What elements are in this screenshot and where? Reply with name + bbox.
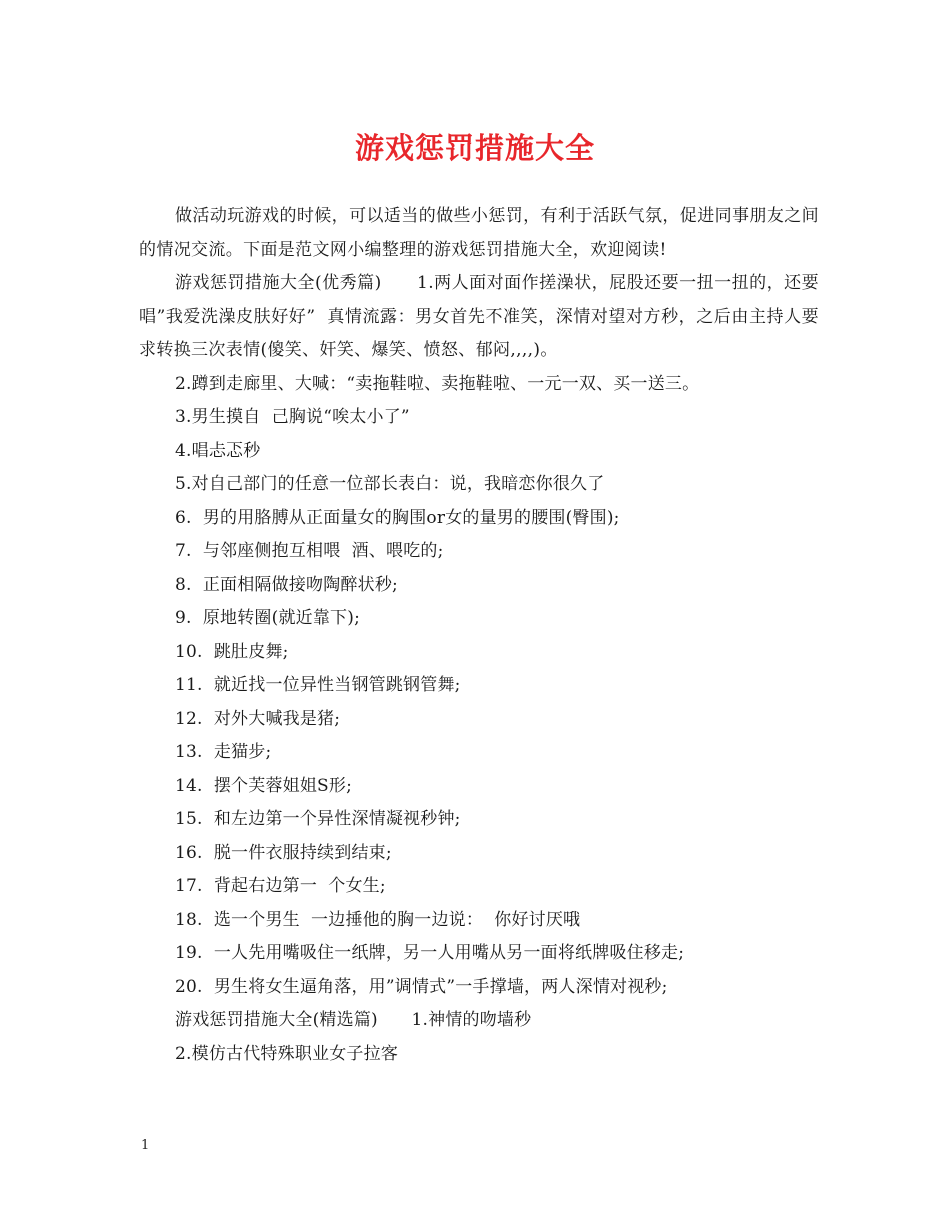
list-item: 2.模仿古代特殊职业女子拉客 <box>175 1043 399 1064</box>
list-item: 19. 一人先用嘴吸住一纸牌，另一人用嘴从另一面将纸牌吸住移走; <box>175 943 685 964</box>
list-item: 5.对自己部门的任意一位部长表白：说，我暗恋你很久了 <box>175 474 605 495</box>
list-item: 20. 男生将女生逼角落，用”调情式”一手撑墙，两人深情对视秒; <box>175 976 668 997</box>
section-1-paragraph: 游戏惩罚措施大全(优秀篇) 1.两人面对面作搓澡状，屁股还要一扭一扭的，还要唱”我爱洗澡皮肤好好” 真情流露：男女首先不准笑，深情对望对方秒，之后由主持人要求转换三次表情(傻笑、奸笑、爆笑、愤怒、郁闷,,,,)。 <box>139 273 819 361</box>
list-item: 11. 就近找一位异性当钢管跳钢管舞; <box>175 675 461 696</box>
list-item: 4.唱忐忑秒 <box>175 440 261 461</box>
intro-paragraph: 做活动玩游戏的时候，可以适当的做些小惩罚，有利于活跃气氛，促进同事朋友之间的情况交流。下面是范文网小编整理的游戏惩罚措施大全，欢迎阅读! <box>139 206 819 260</box>
list-item: 13. 走猫步; <box>175 742 272 763</box>
list-item: 7. 与邻座侧抱互相喂 酒、喂吃的; <box>175 541 444 562</box>
list-item: 14. 摆个芙蓉姐姐S形; <box>175 775 353 796</box>
list-item: 18. 选一个男生 一边捶他的胸一边说： 你好讨厌哦 <box>175 909 581 930</box>
page-number: 1 <box>141 1138 150 1153</box>
document-body <box>139 200 819 1071</box>
list-item: 16. 脱一件衣服持续到结束; <box>175 842 392 863</box>
document-title: 游戏惩罚措施大全 <box>354 131 595 165</box>
list-item: 6. 男的用胳膊从正面量女的胸围or女的量男的腰围(臀围); <box>175 507 620 528</box>
section-2-heading-line: 游戏惩罚措施大全(精选篇) 1.神情的吻墙秒 <box>175 1010 532 1031</box>
list-item: 2.蹲到走廊里、大喊：“卖拖鞋啦、卖拖鞋啦、一元一双、买一送三。 <box>175 373 700 394</box>
list-item: 3.男生摸自 己胸说“唉太小了” <box>175 407 410 428</box>
list-item: 15. 和左边第一个异性深情凝视秒钟; <box>175 809 461 830</box>
list-item: 12. 对外大喊我是猪; <box>175 708 341 729</box>
list-item: 10. 跳肚皮舞; <box>175 641 289 662</box>
list-item: 9. 原地转圈(就近靠下); <box>175 608 361 629</box>
list-item: 17. 背起右边第一 个女生; <box>175 876 386 897</box>
list-item: 8. 正面相隔做接吻陶醉状秒; <box>175 574 398 595</box>
